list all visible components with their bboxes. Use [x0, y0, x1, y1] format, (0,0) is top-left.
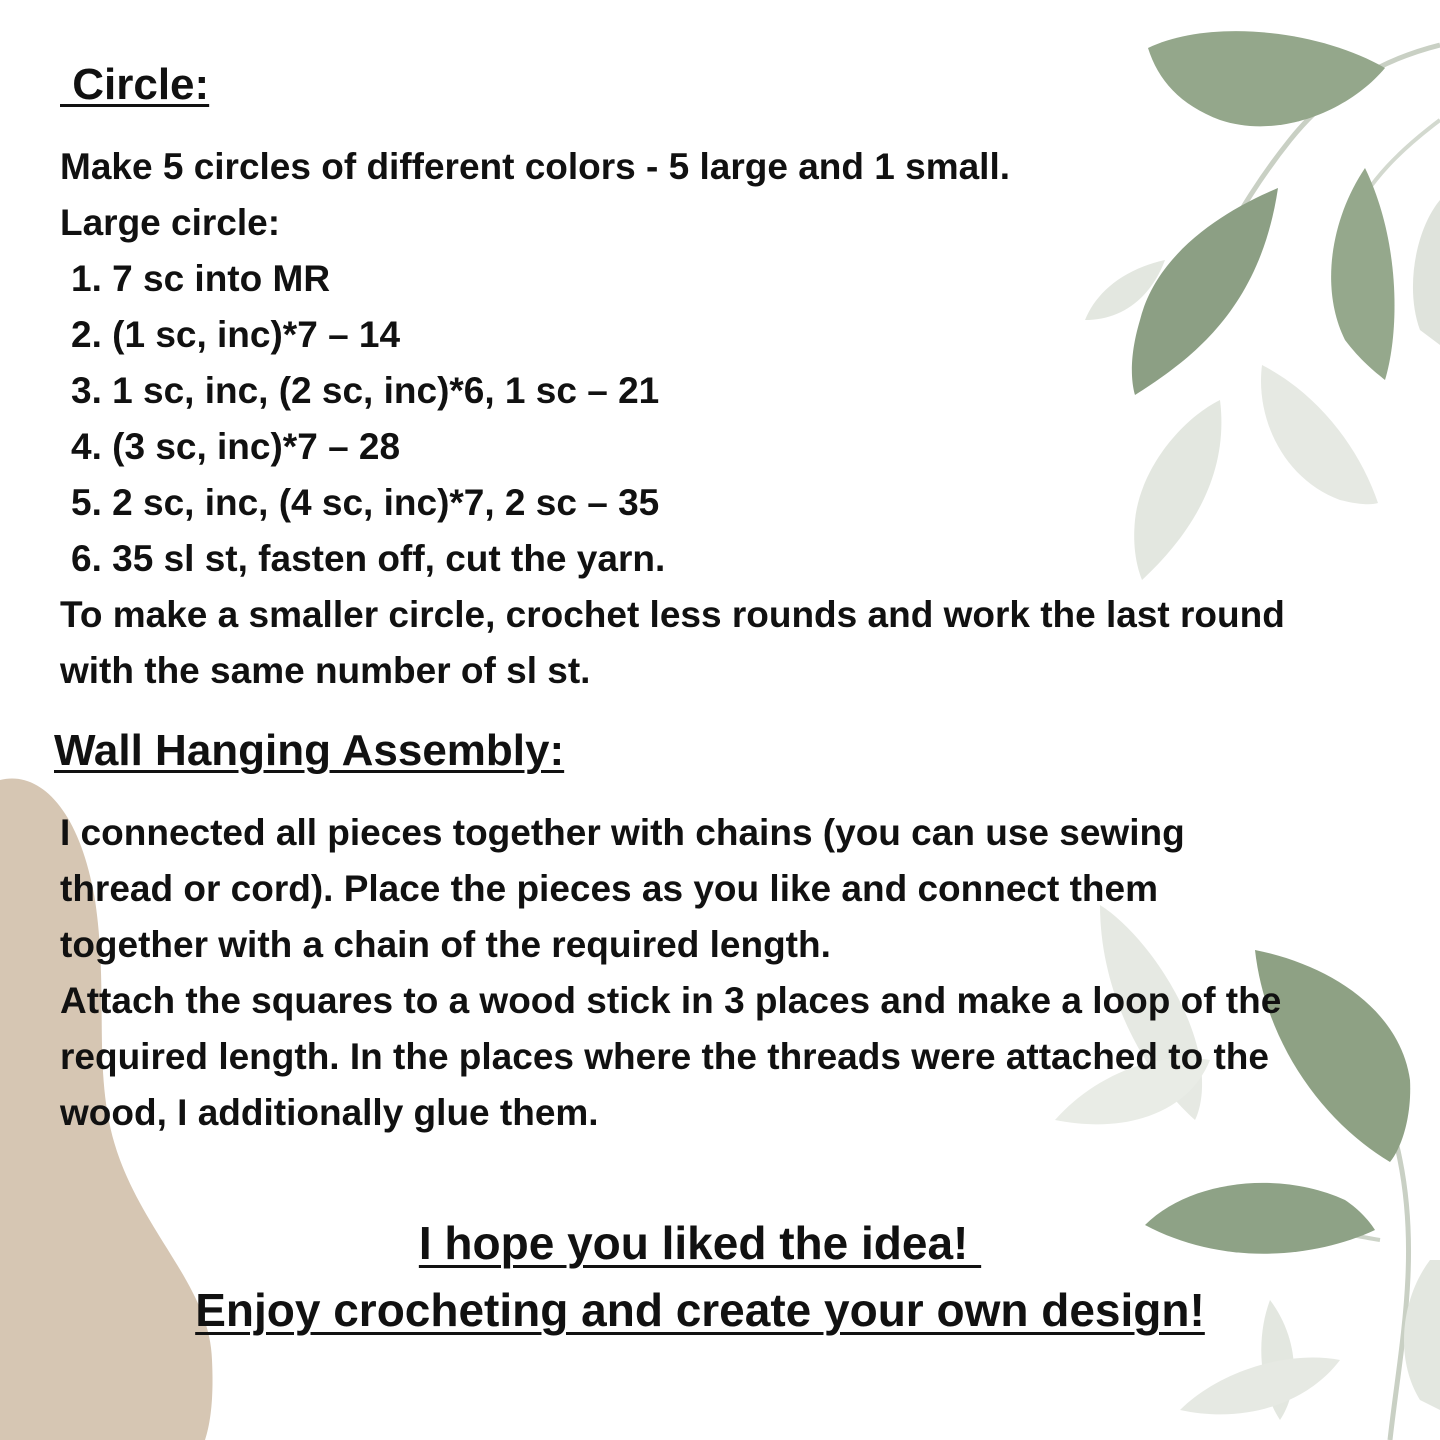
assembly-paragraph-line: I connected all pieces together with chains (you can use sewing	[60, 812, 1185, 853]
round-instruction: 5. 2 sc, inc, (4 sc, inc)*7, 2 sc – 35	[71, 482, 660, 523]
assembly-paragraph-line: Attach the squares to a wood stick in 3 places and make a loop of the	[60, 980, 1282, 1021]
round-instruction: 4. (3 sc, inc)*7 – 28	[71, 426, 401, 467]
assembly-heading: Wall Hanging Assembly:	[54, 726, 565, 775]
round-instruction: 3. 1 sc, inc, (2 sc, inc)*6, 1 sc – 21	[71, 370, 660, 411]
closing-line-1: I hope you liked the idea!	[418, 1217, 982, 1269]
assembly-paragraph-line: thread or cord). Place the pieces as you like and connect them	[60, 868, 1159, 909]
assembly-paragraph-line: wood, I additionally glue them.	[60, 1092, 599, 1133]
circle-heading: Circle:	[60, 60, 210, 109]
assembly-paragraph-line: required length. In the places where the threads were attached to the	[60, 1036, 1269, 1077]
round-instruction: 1. 7 sc into MR	[71, 258, 331, 299]
large-circle-label: Large circle:	[60, 202, 281, 243]
smaller-circle-note: To make a smaller circle, crochet less rounds and work the last round	[60, 594, 1285, 635]
smaller-circle-note: with the same number of sl st.	[60, 650, 591, 691]
closing-line-2: Enjoy crocheting and create your own design!	[195, 1284, 1205, 1336]
circle-intro: Make 5 circles of different colors - 5 large and 1 small.	[60, 146, 1011, 187]
assembly-paragraph-line: together with a chain of the required length.	[60, 924, 831, 965]
round-instruction: 2. (1 sc, inc)*7 – 14	[71, 314, 401, 355]
round-instruction: 6. 35 sl st, fasten off, cut the yarn.	[71, 538, 666, 579]
